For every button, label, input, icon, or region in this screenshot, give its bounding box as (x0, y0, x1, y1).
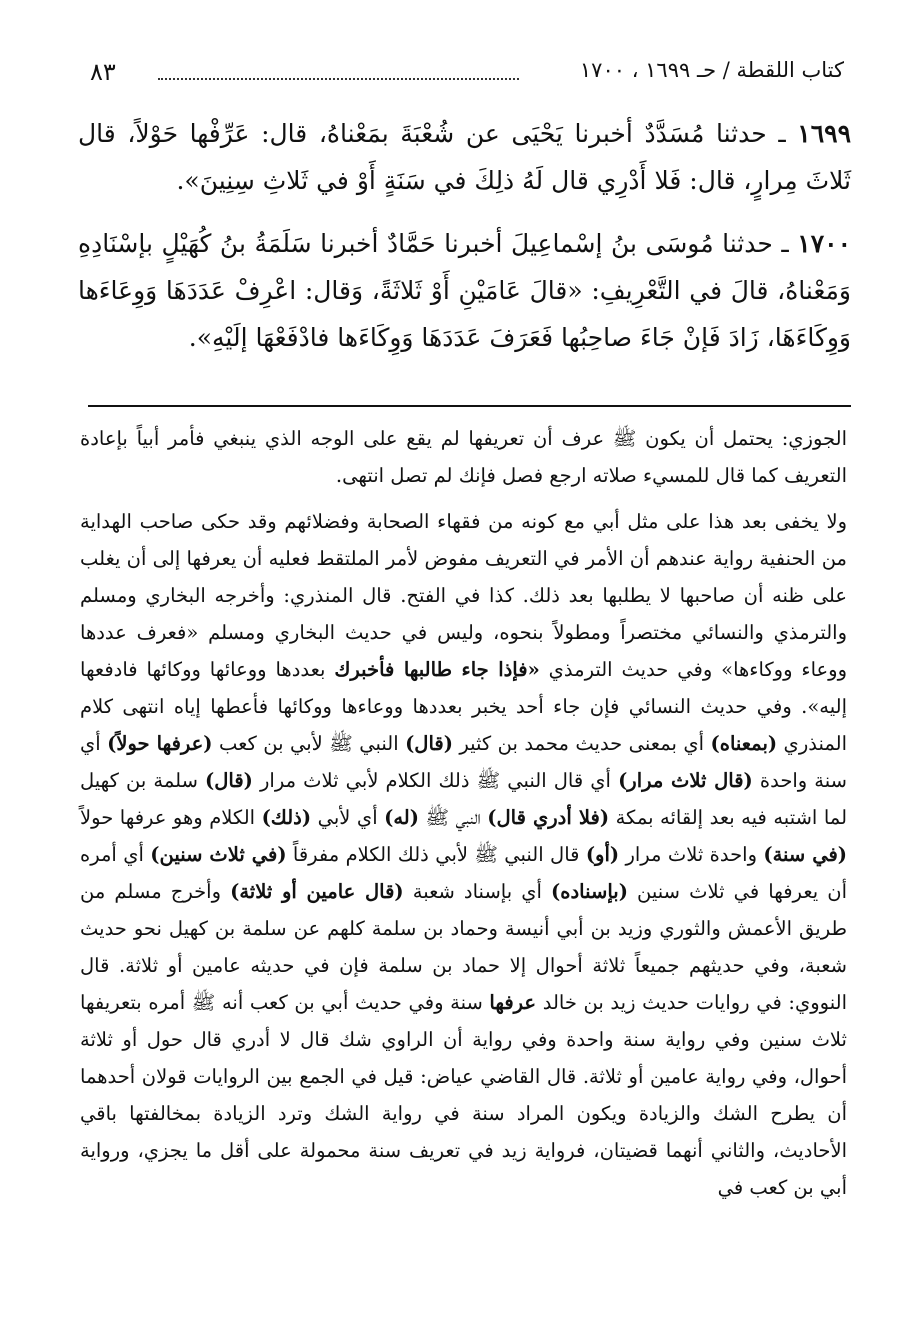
commentary-text: سلمة بن كهيل لما اشتبه فيه بعد إلقائه بمكة (80, 769, 848, 829)
hadith-1699 (78, 110, 851, 204)
quoted-term: (في ثلاث سنين) (150, 843, 287, 866)
quoted-term: عرفها (489, 991, 537, 1014)
hadith-1700 (78, 220, 851, 361)
quoted-term: (بإسناده) (551, 880, 628, 903)
commentary-text: وأخرج مسلم من طريق الأعمش والثوري وزيد بن أبي أنيسة وحماد بن سلمة كلهم عن سلمة بن كهيل نحو حديث شعبة، وفي حديثهم جميعاً ثلاثة أحوال إلا حماد بن سلمة فإن في حديثه عامين أو ثلاثة. قال النووي: في روايات حديث زيد بن خالد (80, 880, 847, 1014)
page-number: ٨٣ (90, 58, 116, 86)
commentary-paragraph-2 (80, 503, 847, 1206)
commentary-text: بعددها ووعائها ووكائها فادفعها إليه». وفي حديث النسائي فإن جاء أحد يخبر بعددها ووعاءها ووكائها فأعطها إياه انتهى كلام المنذري (80, 658, 847, 755)
hadith-number: ١٦٩٩ (797, 119, 851, 148)
commentary-text: النبي ﷺ لأبي بن كعب (212, 732, 406, 755)
footnote-separator (88, 405, 851, 407)
quoted-term: (قال عامين أو ثلاثة) (230, 880, 404, 903)
quoted-term: (قال ثلاث مرار) (618, 769, 753, 792)
quoted-term: (فلا أدري قال) (487, 806, 610, 829)
commentary-text: أي بإسناد شعبة (403, 880, 552, 903)
commentary-text: قال النبي ﷺ لأبي ذلك الكلام مفرقاً (286, 843, 586, 866)
commentary-text: أي لأبي (311, 806, 385, 829)
quoted-term: (قال) (405, 732, 453, 755)
hadith-text (78, 110, 851, 361)
quoted-term: (ذلك) (261, 806, 312, 829)
quoted-term: (له) (384, 806, 419, 829)
commentary-text: سنة وفي حديث أبي بن كعب أنه ﷺ أمره بتعريفها ثلاث سنين وفي رواية سنة واحدة وفي رواية أن الراوي شك قال لا أدري قال حول أو ثلاثة أحوال، وفي رواية عامين أو ثلاثة. قال القاضي عياض: قيل في الجمع بين الروايات قولان أحدهما أن يطرح الشك والزيادة ويكون المراد سنة في رواية الشك وترد الزيادة بمخالفتها باقي الأحاديث، والثاني أنهما قضيتان، فرواية زيد في تعريف سنة محمولة على أقل ما يجزي، ورواية أبي بن كعب في (80, 991, 847, 1199)
commentary-text: واحدة ثلاث مرار (619, 843, 764, 866)
header-leader-dots (158, 78, 519, 80)
chapter-title: كتاب اللقطة / حـ ١٦٩٩ ، ١٧٠٠ (579, 58, 844, 82)
commentary-text: الكلام وهو عرفها حولاً (80, 806, 262, 829)
commentary-paragraph-1: الجوزي: يحتمل أن يكون ﷺ عرف أن تعريفها لم يقع على الوجه الذي ينبغي فأمر أبياً بإعادة التعريف كما قال للمسيء صلاته ارجع فصل فإنك لم تصل انتهى. (80, 427, 847, 487)
quoted-term: (أو) (585, 843, 620, 866)
commentary (80, 420, 847, 1206)
hadith-body: ـ حدثنا مُوسَى بنُ إسْماعِيلَ أخبرنا حَمَّادٌ أخبرنا سَلَمَةُ بنُ كُهَيْلٍ بإسْنَادِهِ وَمَعْناهُ، قالَ في التَّعْرِيفِ: «قالَ عَامَيْنِ أَوْ ثَلاثَةً، وَقال: اعْرِفْ عَدَدَهَا وَوِعَاءَها وَوِكَاءَهَا، زَادَ فَإنْ جَاءَ صاحِبُها فَعَرَفَ عَدَدَهَا وَوِكَاءَها فادْفَعْهَا إلَيْهِ». (78, 229, 851, 352)
running-header (90, 58, 844, 92)
commentary-text: أي سنة واحدة (80, 732, 847, 792)
commentary-text: أي أمره أن يعرفها في ثلاث سنين (80, 843, 847, 903)
commentary-text: أي بمعنى حديث محمد بن كثير (452, 732, 711, 755)
commentary-text: أي قال النبي ﷺ ذلك الكلام لأبي ثلاث مرار (252, 769, 619, 792)
quoted-term: «فإذا جاء طالبها فأخبرك (334, 658, 540, 681)
quoted-term: (في سنة) (763, 843, 847, 866)
quoted-term: (عرفها حولاً) (107, 732, 213, 755)
commentary-text: ولا يخفى بعد هذا على مثل أبي مع كونه من فقهاء الصحابة وفضلائهم وقد حكى صاحب الهداية من الحنفية رواية عندهم أن الأمر في التعريف مفوض لأمر الملتقط فعليه أن يعرفها إلى أن يغلب على ظنه أن صاحبها لا يطلبها بعد ذلك. كذا في الفتح. قال المنذري: وأخرجه البخاري ومسلم والترمذي والنسائي مختصراً ومطولاً بنحوه، وليس في حديث البخاري ومسلم «فعرف عددها ووعاء ووكاءها» وفي حديث الترمذي (80, 510, 847, 681)
hadith-body: ـ حدثنا مُسَدَّدٌ أخبرنا يَحْيَى عن شُعْبَةَ بمَعْناهُ، قال: عَرِّفْها حَوْلاً، قال ثَلاثَ مِرارٍ، قال: فَلا أَدْرِي قال لَهُ ذلِكَ في سَنَةٍ أَوْ في ثَلاثِ سِنِينَ». (78, 119, 851, 195)
hadith-number: ١٧٠٠ (797, 229, 851, 258)
commentary-text: النبي ﷺ (418, 806, 488, 829)
quoted-term: (قال) (205, 769, 253, 792)
quoted-term: (بمعناه) (710, 732, 778, 755)
